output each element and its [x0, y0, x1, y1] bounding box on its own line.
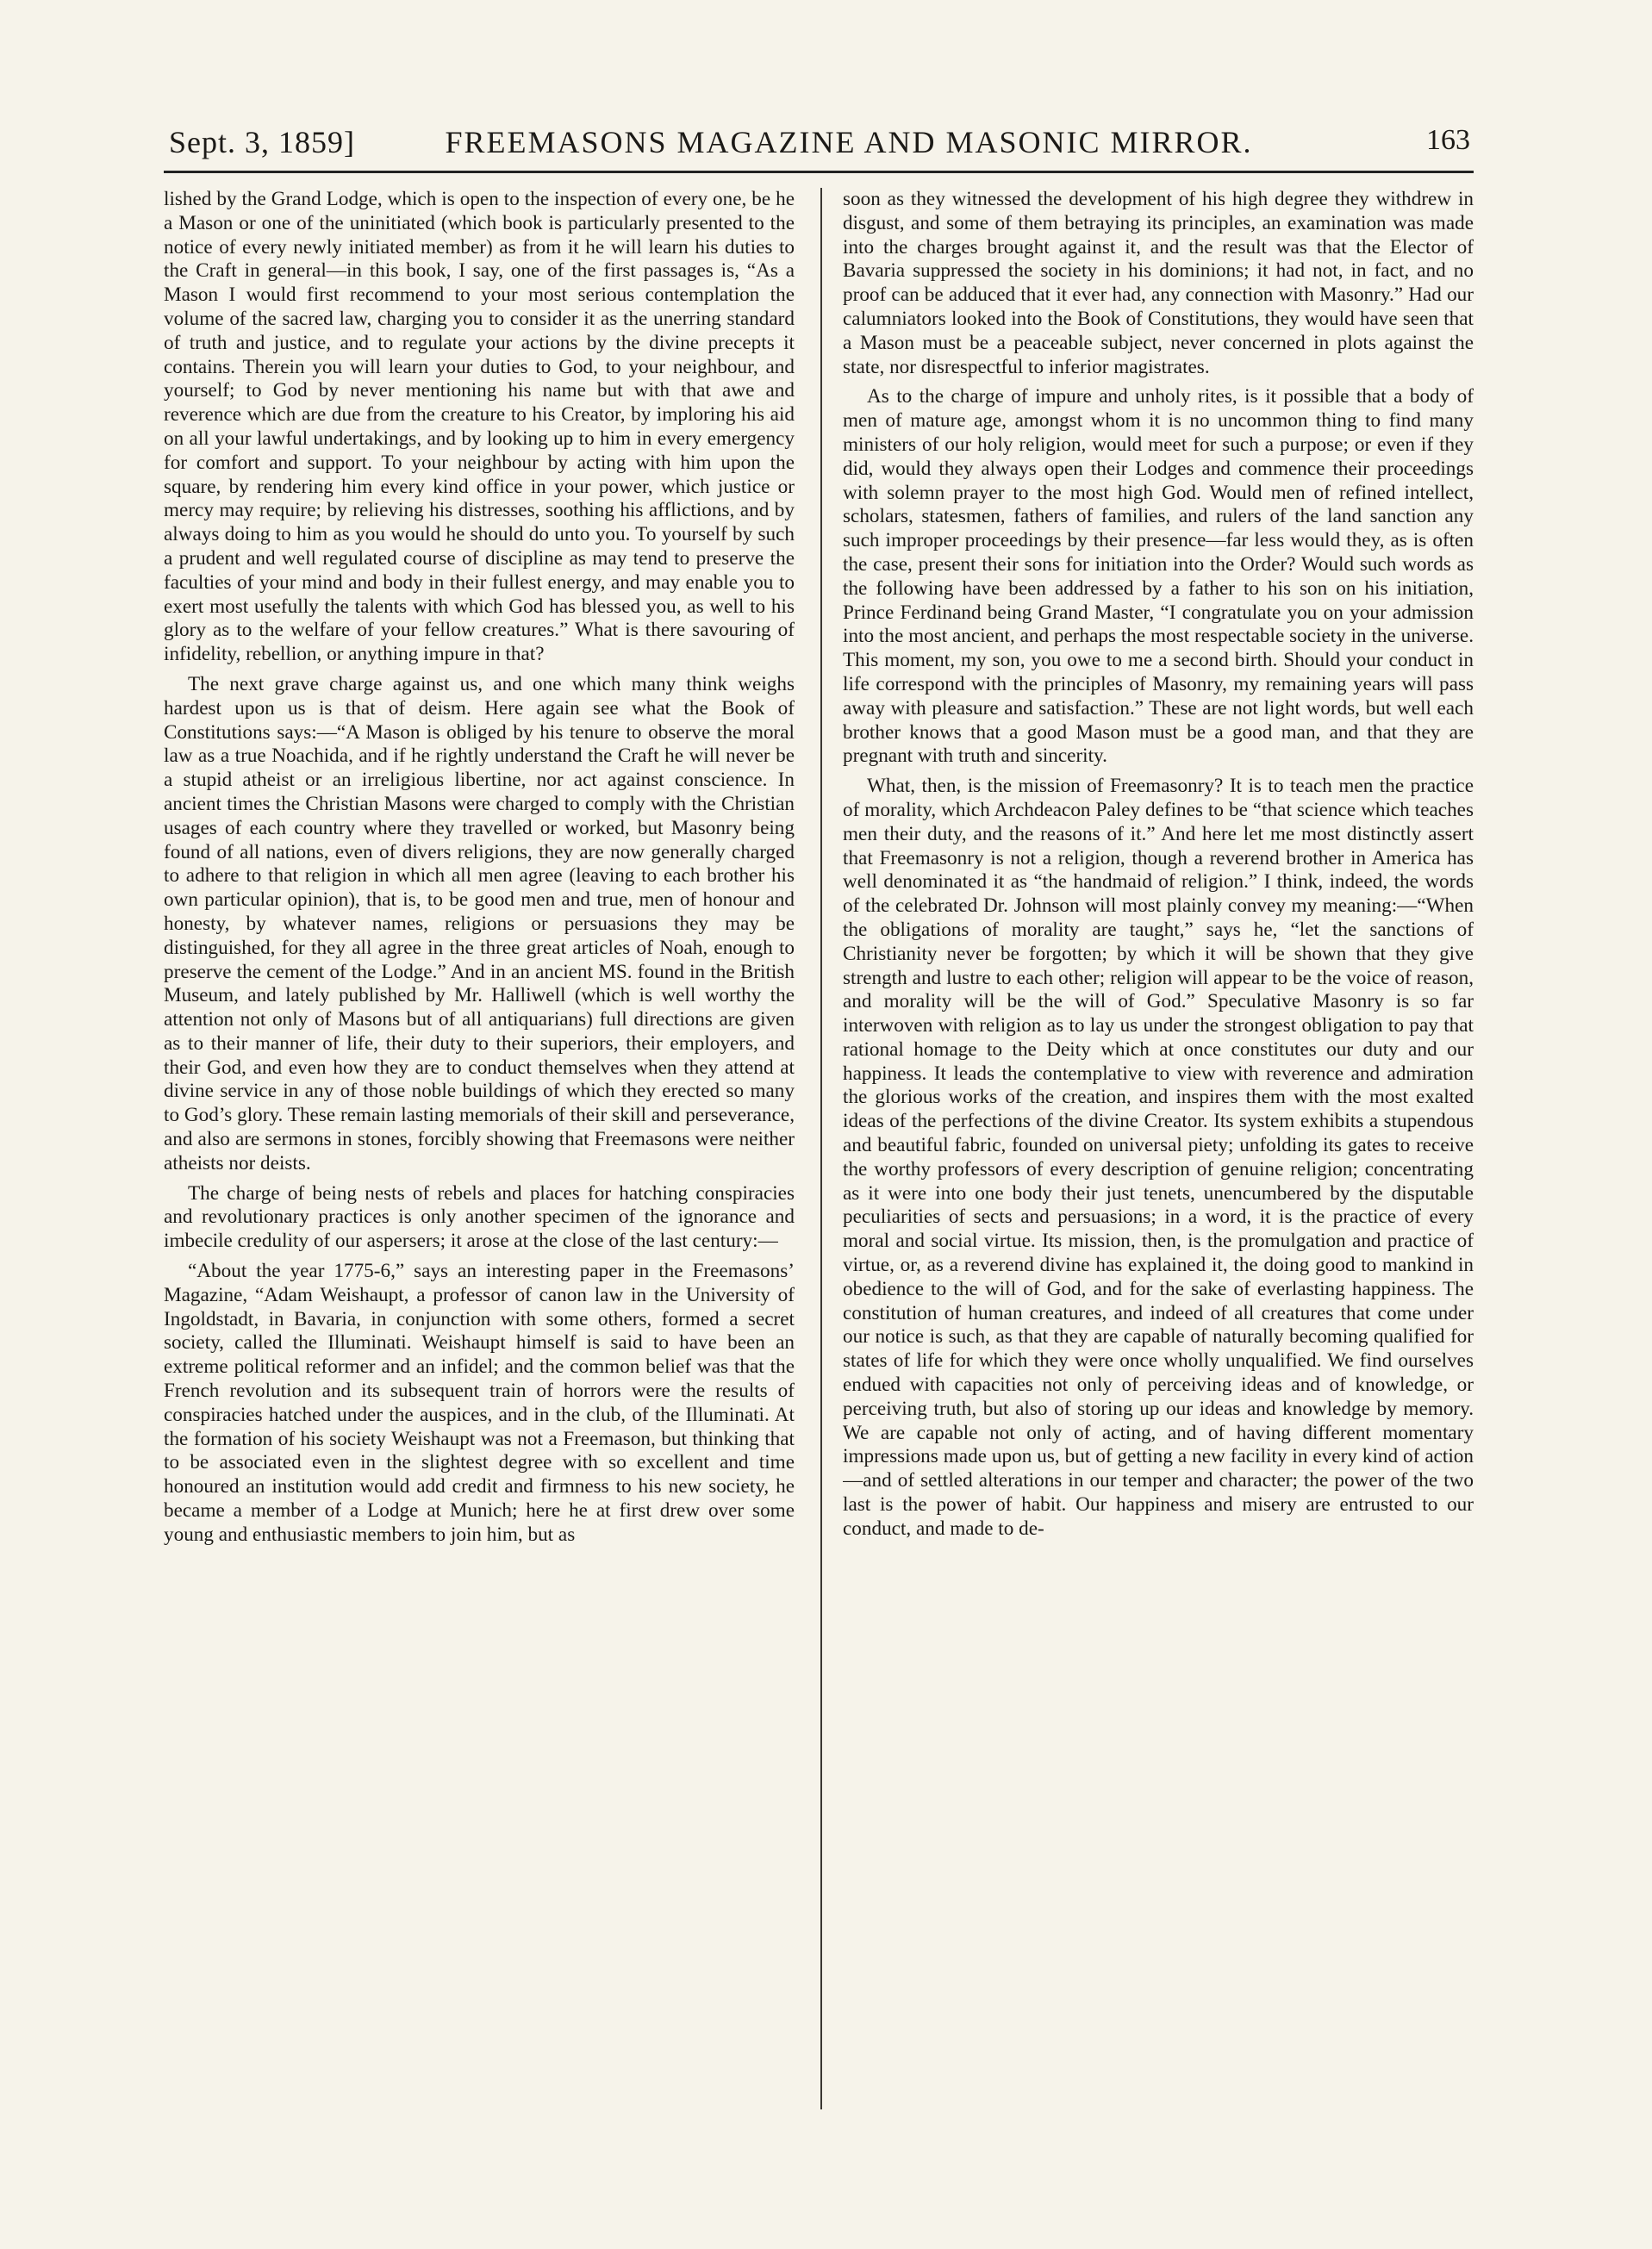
- paragraph: As to the charge of impure and unholy rites, is it possible that a body of men of mature age, amongst whom it is no uncommon thing to find many ministers of our holy religion, would meet for such a purpose; or even if they did, would they always open their Lodges and commence their proceedings with solemn prayer to the most high God. Would men of refined intellect, scholars, statesmen, fathers of families, and rulers of the land sanction any such improper proceedings by their presence—far less would they, as is often the case, present their sons for initiation into the Order? Would such words as the following have been addressed by a father to his son on his initiation, Prince Ferdinand being Grand Master, “I congratulate you on your admission into the most ancient, and perhaps the most respectable society in the universe. This moment, my son, you owe to me a second birth. Should your conduct in life correspond with the principles of Masonry, my remaining years will pass away with pleasure and satisfaction.” These are not light words, but well each brother knows that a good Mason must be a good man, and that they are pregnant with truth and sincerity.: [843, 385, 1474, 768]
- paragraph: The next grave charge against us, and one which many think weighs hardest upon us is that of deism. Here again see what the Book of Constitutions says:—“A Mason is obliged by his tenure to observe the moral law as a true Noachida, and if he rightly understand the Craft he will never be a stupid atheist or an irreligious libertine, nor act against conscience. In ancient times the Christian Masons were charged to comply with the Christian usages of each country where they travelled or worked, but Masonry being found of all nations, even of divers religions, they are now generally charged to adhere to that religion in which all men agree (leaving to each brother his own particular opinion), that is, to be good men and true, men of honour and honesty, by whatever names, religions or persuasions they may be distinguished, for they all agree in the three great articles of Noah, enough to preserve the cement of the Lodge.” And in an ancient MS. found in the British Museum, and lately published by Mr. Halliwell (which is well worthy the attention not only of Masons but of all antiquarians) full directions are given as to their manner of life, their duty to their superiors, their employers, and their God, and even how they are to conduct themselves when they attend at divine service in any of those noble buildings of which they erected so many to God’s glory. These remain lasting memorials of their skill and perseverance, and also are sermons in stones, forcibly showing that Freemasons were neither atheists nor deists.: [164, 672, 795, 1174]
- paragraph: “About the year 1775-6,” says an interesting paper in the Freemasons’ Magazine, “Adam Weishaupt, a professor of canon law in the University of Ingoldstadt, in Bavaria, in conjunction with some others, formed a secret society, called the Illuminati. Weishaupt himself is said to have been an extreme political reformer and an infidel; and the common belief was that the French revolution and its subsequent train of horrors were the results of conspiracies hatched under the auspices, and in the club, of the Illuminati. At the formation of his society Weishaupt was not a Freemason, but thinking that to be associated even in the slightest degree with so excellent and time honoured an institution would add credit and firmness to his new society, he became a member of a Lodge at Munich; here he at first drew over some young and enthusiastic members to join him, but as: [164, 1260, 795, 1546]
- column-divider: [820, 188, 822, 2109]
- paragraph: The charge of being nests of rebels and places for hatching conspiracies and revolutionary practices is only another specimen of the ignorance and imbecile credulity of our aspersers; it arose at the close of the last century:—: [164, 1181, 795, 1253]
- right-column: [843, 188, 1474, 2118]
- paragraph: soon as they witnessed the development of his high degree they withdrew in disgust, and some of them betraying its principles, an examination was made into the charges brought against it, and the result was that the Elector of Bavaria suppressed the society in his dominions; it had not, in fact, and no proof can be adduced that it ever had, any connection with Masonry.” Had our calumniators looked into the Book of Constitutions, they would have seen that a Mason must be a peaceable subject, never concerned in plots against the state, nor disrespectful to inferior magistrates.: [843, 188, 1474, 378]
- paragraph: lished by the Grand Lodge, which is open to the inspection of every one, be he a Mason or one of the uninitiated (which book is particularly presented to the notice of every newly initiated member) as from it he will learn his duties to the Craft in general—in this book, I say, one of the first passages is, “As a Mason I would first recommend to your most serious contemplation the volume of the sacred law, charging you to consider it as the unerring standard of truth and justice, and to regulate your actions by the divine precepts it contains. Therein you will learn your duties to God, to your neighbour, and yourself; to God by never mentioning his name but with that awe and reverence which are due from the creature to his Creator, by imploring his aid on all your lawful undertakings, and by looking up to him in every emergency for comfort and support. To your neighbour by acting with him upon the square, by rendering him every kind office in your power, which justice or mercy may require; by relieving his distresses, soothing his afflictions, and by always doing to him as you would he should do unto you. To yourself by such a prudent and well regulated course of discipline as may tend to preserve the faculties of your mind and body in their fullest energy, and may enable you to exert most usefully the talents with which God has blessed you, as well to his glory as to the welfare of your fellow creatures.” What is there savouring of infidelity, rebellion, or anything impure in that?: [164, 188, 795, 666]
- issue-date: Sept. 3, 1859]: [169, 125, 355, 159]
- running-header: [164, 119, 1474, 173]
- page-number: 163: [1426, 124, 1470, 156]
- magazine-title: FREEMASONS MAGAZINE AND MASONIC MIRROR.: [445, 125, 1253, 159]
- paragraph: What, then, is the mission of Freemasonry? It is to teach men the practice of morality, which Archdeacon Paley defines to be “that science which teaches men their duty, and the reasons of it.” And here let me most distinctly assert that Freemasonry is not a religion, though a reverend brother in America has well denominated it as “the handmaid of religion.” I think, indeed, the words of the celebrated Dr. Johnson will most plainly convey my meaning:—“When the obligations of morality are taught,” says he, “let the sanctions of Christianity never be forgotten; by which it will be shown that they give strength and lustre to each other; religion will appear to be the voice of reason, and morality will be the will of God.” Speculative Masonry is so far interwoven with religion as to lay us under the strongest obligation to pay that rational homage to the Deity which at once constitutes our duty and our happiness. It leads the contemplative to view with reverence and admiration the glorious works of the creation, and inspires them with the most exalted ideas of the perfections of the divine Creator. Its system exhibits a stupendous and beautiful fabric, founded on universal piety; unfolding its gates to receive the worthy professors of every description of genuine religion; concentrating as it were into one body their just tenets, unencumbered by the disputable peculiarities of sects and persuasions; in a word, it is the practice of every moral and social virtue. Its mission, then, is the promulgation and practice of virtue, or, as a reverend divine has explained it, the doing good to mankind in obedience to the will of God, and for the sake of everlasting happiness. The constitution of human creatures, and indeed of all creatures that come under our notice is such, as that they are capable of naturally becoming qualified for states of life for which they were once wholly unqualified. We find ourselves endued with capacities not only of perceiving ideas and of knowledge, or perceiving truth, but also of storing up our ideas and knowledge by memory. We are capable not only of acting, and of having different momentary impressions made upon us, but of getting a new facility in every kind of action—and of settled alterations in our temper and character; the power of the two last is the power of habit. Our happiness and misery are entrusted to our conduct, and made to de-: [843, 775, 1474, 1540]
- left-column: [164, 188, 795, 2118]
